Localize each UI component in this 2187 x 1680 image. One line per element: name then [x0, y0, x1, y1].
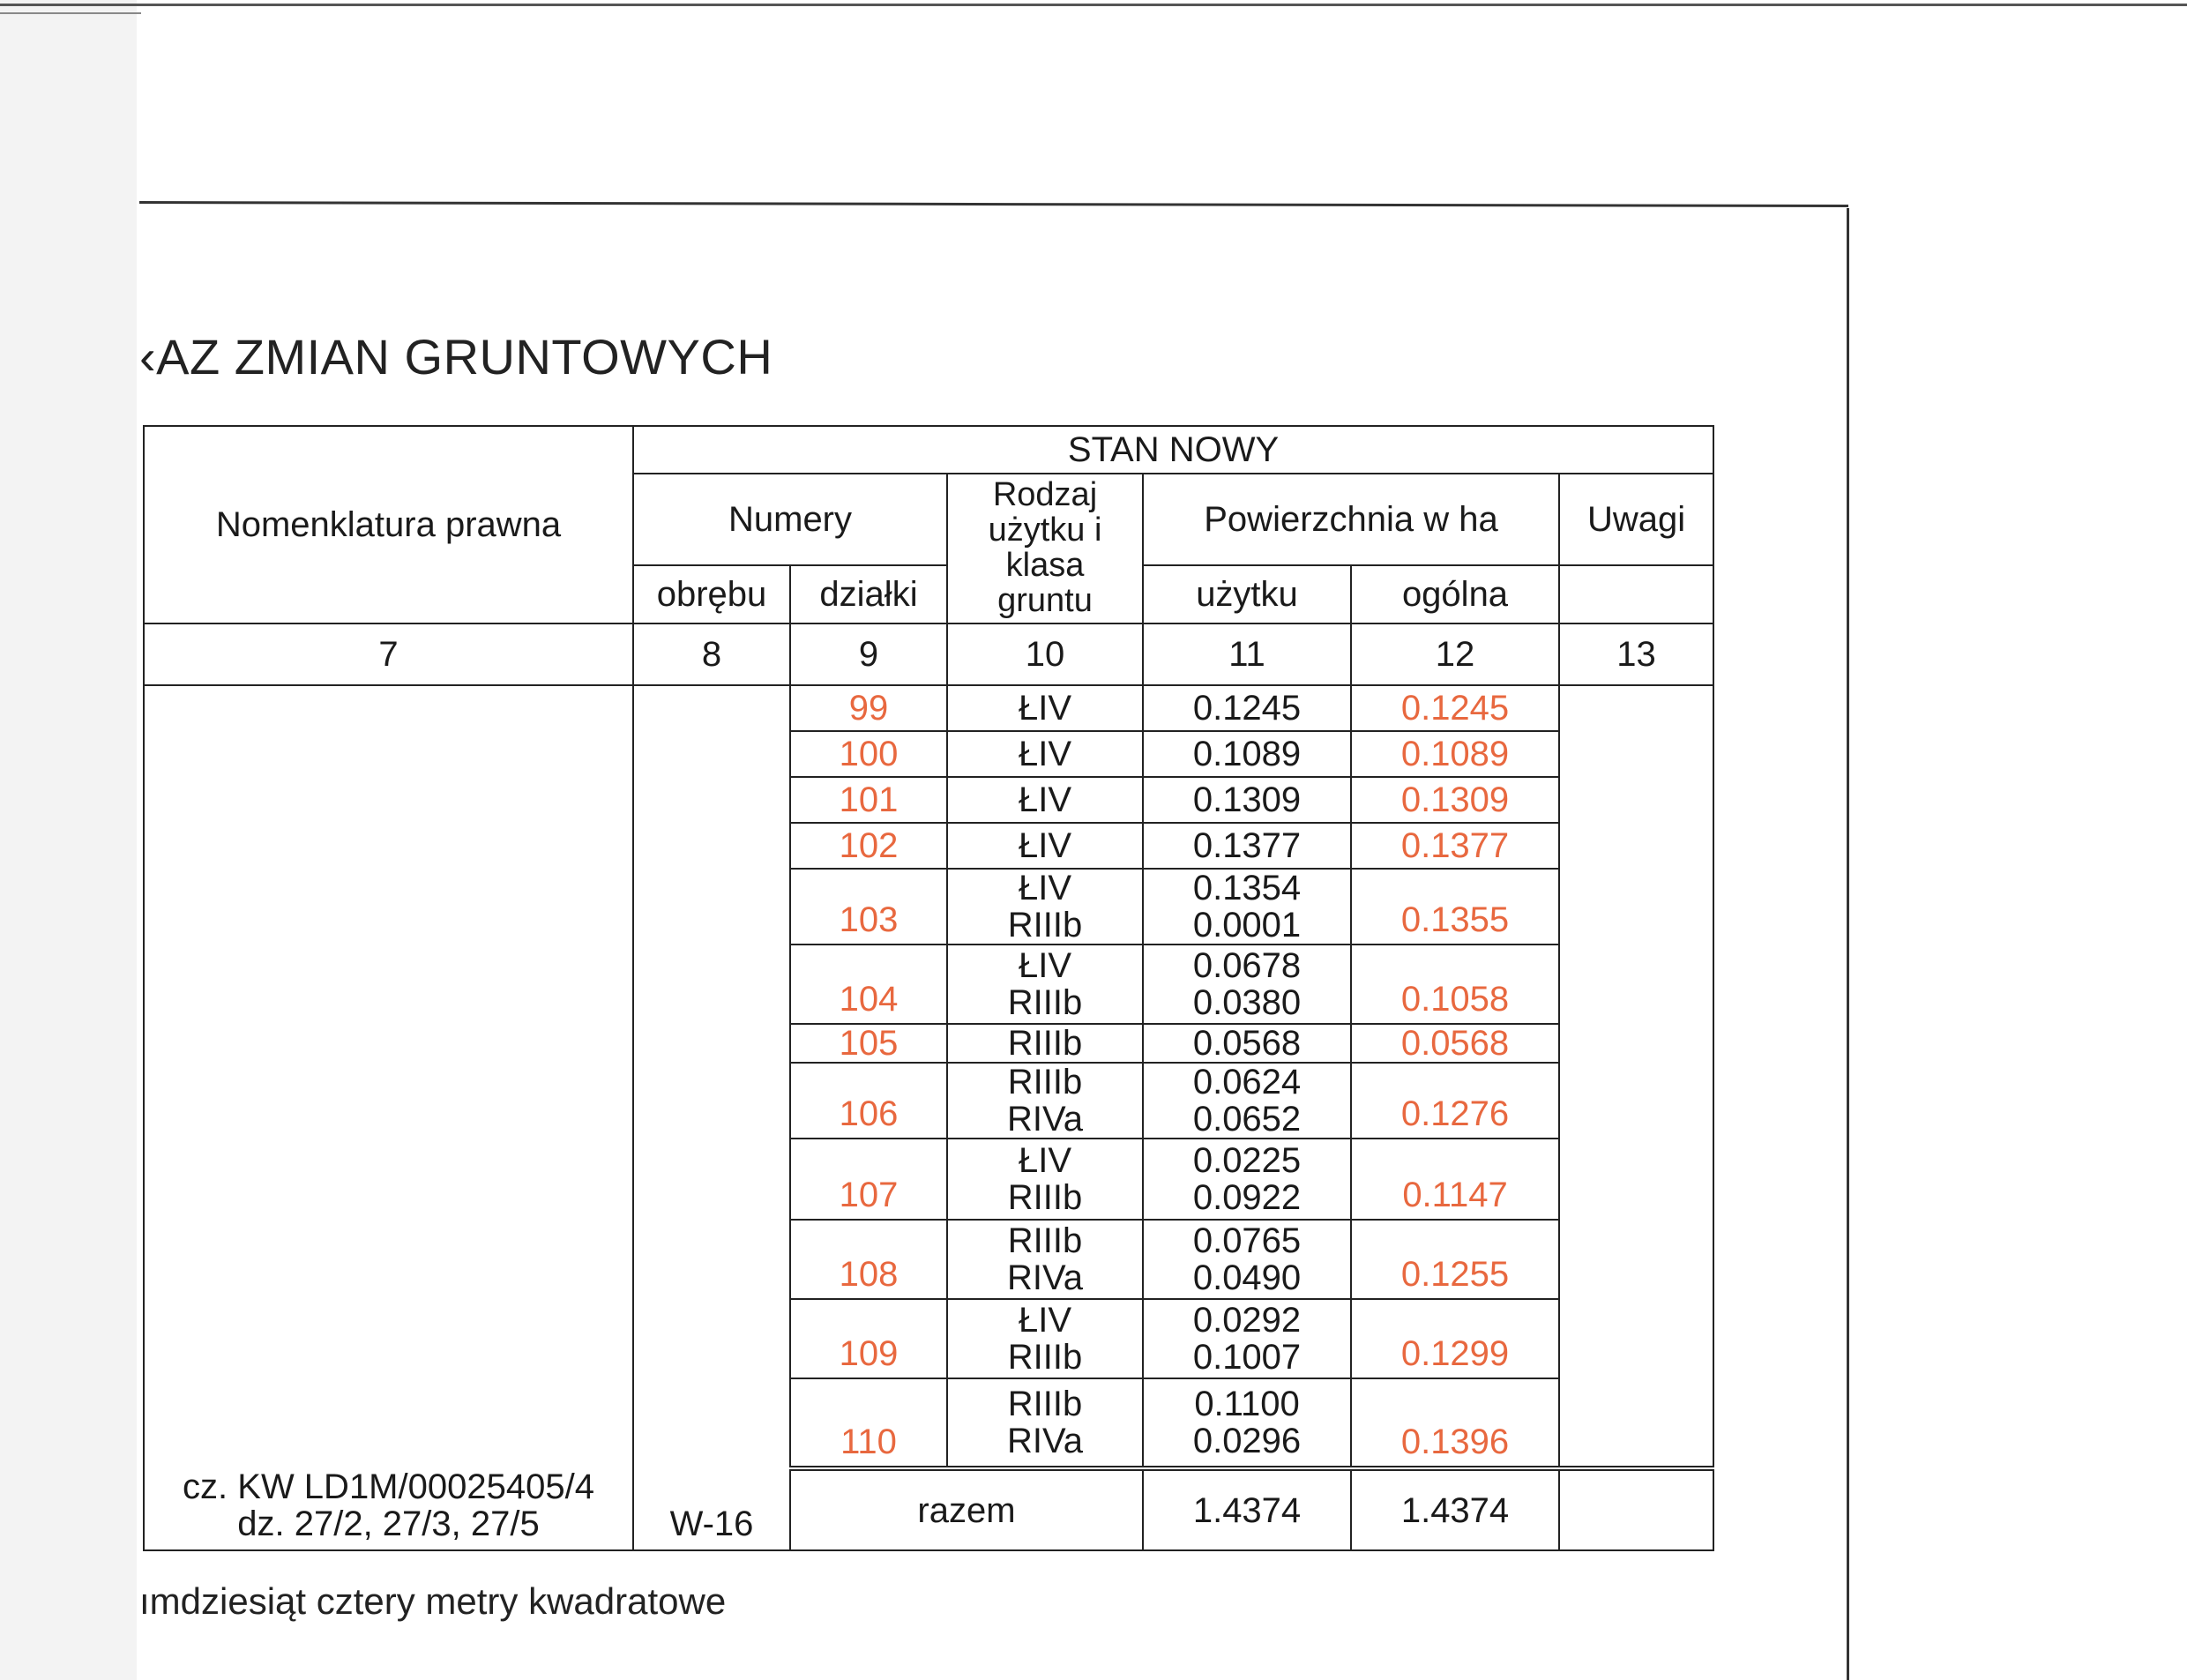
page-frame-top — [139, 201, 1848, 207]
rodzaj-value: ŁIV — [1018, 946, 1072, 985]
obreb-value: W-16 — [633, 1468, 790, 1550]
nomenklatura-cell — [144, 685, 633, 1468]
uzytku-value: 0.1245 — [1192, 689, 1302, 728]
rodzaj-value: RIIIb — [1007, 1221, 1083, 1260]
header-uzytku: użytku — [1143, 565, 1351, 623]
dzialka-number: 107 — [790, 1139, 947, 1220]
table-row — [144, 685, 1713, 731]
scan-top-mark — [0, 0, 141, 14]
ogolna-value: 0.1396 — [1351, 1378, 1559, 1468]
dzialka-number: 110 — [790, 1378, 947, 1468]
header-row-1 — [144, 426, 1713, 474]
uzytku-value: 0.1007 — [1192, 1338, 1302, 1377]
rodzaj-value: RIIIb — [1007, 1063, 1083, 1101]
scan-left-strip — [0, 0, 137, 1680]
rodzaj-cell — [947, 777, 1143, 823]
rodzaj-value: RIIIb — [1007, 1178, 1083, 1217]
uzytku-value: 0.0225 — [1192, 1141, 1302, 1180]
uzytku-value: 0.0624 — [1192, 1063, 1302, 1101]
uzytku-value: 0.1100 — [1194, 1385, 1300, 1423]
rodzaj-cell — [947, 1063, 1143, 1139]
uzytku-value: 0.0652 — [1192, 1100, 1302, 1139]
col-number: 13 — [1559, 623, 1713, 685]
header-numery: Numery — [633, 474, 947, 565]
rodzaj-value: RIIIb — [1007, 906, 1083, 945]
uzytku-cell — [1143, 1024, 1351, 1063]
rodzaj-cell — [947, 731, 1143, 777]
column-number-row — [144, 623, 1713, 685]
ogolna-value: 0.1299 — [1351, 1299, 1559, 1378]
uzytku-value: 0.1354 — [1192, 869, 1302, 907]
rodzaj-value: RIVa — [1007, 1422, 1083, 1460]
rodzaj-value: ŁIV — [1018, 689, 1072, 728]
rodzaj-value: ŁIV — [1018, 780, 1072, 819]
data-rows — [144, 685, 1713, 1468]
uzytku-value: 0.0765 — [1192, 1221, 1302, 1260]
uzytku-value: 0.0568 — [1192, 1024, 1302, 1063]
rodzaj-cell — [947, 1139, 1143, 1220]
uzytku-value: 0.0292 — [1192, 1301, 1302, 1340]
razem-row — [144, 1468, 1713, 1550]
header-ogolna: ogólna — [1351, 565, 1559, 623]
rodzaj-cell — [947, 1024, 1143, 1063]
footer-text: ımdziesiąt cztery metry kwadratowe — [139, 1580, 727, 1622]
uwagi-cell — [1559, 685, 1713, 1468]
rodzaj-value: ŁIV — [1018, 1301, 1072, 1340]
page-title: ‹AZ ZMIAN GRUNTOWYCH — [139, 329, 773, 385]
header-uwagi: Uwagi — [1559, 474, 1713, 565]
uzytku-value: 0.0490 — [1192, 1258, 1302, 1297]
header-uwagi-sub — [1559, 565, 1713, 623]
uzytku-cell — [1143, 731, 1351, 777]
col-number: 8 — [633, 623, 790, 685]
razem-uzytku: 1.4374 — [1143, 1468, 1351, 1550]
rodzaj-cell — [947, 1220, 1143, 1299]
ogolna-value: 0.1058 — [1351, 945, 1559, 1024]
rodzaj-value: ŁIV — [1018, 826, 1072, 865]
rodzaj-value: RIVa — [1007, 1258, 1083, 1297]
dzialka-number: 108 — [790, 1220, 947, 1299]
ogolna-value: 0.1276 — [1351, 1063, 1559, 1139]
rodzaj-value: RIVa — [1007, 1100, 1083, 1139]
rodzaj-cell — [947, 1299, 1143, 1378]
header-dzialki: działki — [790, 565, 947, 623]
uzytku-cell — [1143, 823, 1351, 869]
header-stan-nowy: STAN NOWY — [633, 426, 1713, 474]
uzytku-cell — [1143, 1378, 1351, 1468]
header-nomenklatura: Nomenklatura prawna — [144, 426, 633, 623]
col-number: 9 — [790, 623, 947, 685]
ogolna-value: 0.1089 — [1351, 731, 1559, 777]
razem-ogolna: 1.4374 — [1351, 1468, 1559, 1550]
dzialki-list: dz. 27/2, 27/3, 27/5 — [237, 1505, 540, 1543]
header-obrebu: obrębu — [633, 565, 790, 623]
dzialka-number: 104 — [790, 945, 947, 1024]
ogolna-value: 0.0568 — [1351, 1024, 1559, 1063]
rodzaj-cell — [947, 869, 1143, 945]
uzytku-value: 0.0296 — [1192, 1422, 1302, 1460]
uzytku-value: 0.0922 — [1192, 1178, 1302, 1217]
dzialka-number: 99 — [790, 685, 947, 731]
col-number: 11 — [1143, 623, 1351, 685]
uzytku-cell — [1143, 869, 1351, 945]
rodzaj-value: RIIIb — [1007, 1024, 1083, 1063]
rodzaj-cell — [947, 945, 1143, 1024]
uzytku-value: 0.1089 — [1192, 735, 1302, 773]
rodzaj-cell — [947, 1378, 1143, 1468]
dzialka-number: 103 — [790, 869, 947, 945]
uzytku-cell — [1143, 1139, 1351, 1220]
rodzaj-value: ŁIV — [1018, 735, 1072, 773]
razem-uwagi — [1559, 1468, 1713, 1550]
rodzaj-value: RIIIb — [1007, 1338, 1083, 1377]
scan-top-line — [0, 4, 2187, 6]
ogolna-value: 0.1355 — [1351, 869, 1559, 945]
uzytku-value: 0.1377 — [1192, 826, 1302, 865]
rodzaj-value: ŁIV — [1018, 1141, 1072, 1180]
uzytku-cell — [1143, 777, 1351, 823]
uzytku-cell — [1143, 685, 1351, 731]
dzialka-number: 106 — [790, 1063, 947, 1139]
dzialka-number: 101 — [790, 777, 947, 823]
uzytku-value: 0.0678 — [1192, 946, 1302, 985]
header-rodzaj: Rodzaj użytku i klasa gruntu — [947, 474, 1143, 623]
uzytku-value: 0.0380 — [1192, 983, 1302, 1022]
uzytku-cell — [1143, 1063, 1351, 1139]
razem-label: razem — [790, 1468, 1143, 1550]
land-changes-table — [143, 425, 1714, 1551]
page-frame-right — [1847, 208, 1849, 1680]
ogolna-value: 0.1377 — [1351, 823, 1559, 869]
uzytku-cell — [1143, 945, 1351, 1024]
uzytku-value: 0.1309 — [1192, 780, 1302, 819]
dzialka-number: 100 — [790, 731, 947, 777]
rodzaj-value: RIIIb — [1007, 983, 1083, 1022]
col-number: 12 — [1351, 623, 1559, 685]
dzialka-number: 109 — [790, 1299, 947, 1378]
uzytku-value: 0.0001 — [1192, 906, 1302, 945]
rodzaj-cell — [947, 685, 1143, 731]
ogolna-value: 0.1147 — [1351, 1139, 1559, 1220]
ogolna-value: 0.1309 — [1351, 777, 1559, 823]
rodzaj-cell — [947, 823, 1143, 869]
dzialka-number: 105 — [790, 1024, 947, 1063]
obreb-cell — [633, 685, 790, 1468]
nomenklatura-cell-bottom — [144, 1468, 633, 1550]
rodzaj-value: ŁIV — [1018, 869, 1072, 907]
header-powierzchnia: Powierzchnia w ha — [1143, 474, 1559, 565]
ogolna-value: 0.1245 — [1351, 685, 1559, 731]
uzytku-cell — [1143, 1220, 1351, 1299]
kw-number: cz. KW LD1M/00025405/4 — [183, 1468, 594, 1506]
dzialka-number: 102 — [790, 823, 947, 869]
col-number: 10 — [947, 623, 1143, 685]
col-number: 7 — [144, 623, 633, 685]
uzytku-cell — [1143, 1299, 1351, 1378]
rodzaj-value: RIIIb — [1007, 1385, 1083, 1423]
ogolna-value: 0.1255 — [1351, 1220, 1559, 1299]
